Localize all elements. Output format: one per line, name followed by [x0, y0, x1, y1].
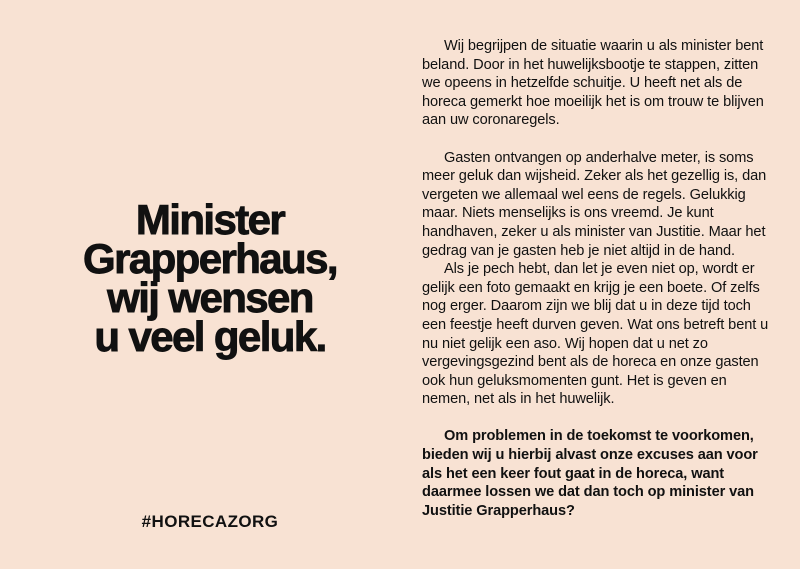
paragraph-3: Als je pech hebt, dan let je even niet op, wordt er gelijk een foto gemaakt en krijg je een boete. Of zelfs nog erger. Daarom zijn we blij dat u in deze tijd toch een feestje heeft durven geven. Wat ons betreft bent u nu niet gelijk een aso. Wij hopen dat u net zo vergevingsgezind bent als de horeca en onze gasten ook hun geluksmomenten gunt. Het is geven en nemen, net als in het huwelijk. — [422, 261, 769, 408]
headline-line-4: u veel geluk. — [94, 313, 326, 360]
hashtag: #HORECAZORG — [141, 512, 279, 531]
headline-line-2: Grapperhaus, — [83, 235, 337, 282]
paragraph-gap — [422, 130, 772, 149]
body-text — [422, 37, 772, 520]
paragraph-2: Gasten ontvangen op anderhalve meter, is soms meer geluk dan wijsheid. Zeker als het gezellig is, dan vergeten we allemaal wel eens de regels. Gelukkig maar. Niets menselijks is ons vreemd. Je kunt handhaven, zeker u als minister van Justitie. Maar het gedrag van je gasten heb je niet altijd in de hand. — [422, 149, 767, 259]
paragraph-gap — [422, 409, 772, 428]
headline — [20, 196, 400, 360]
headline-line-3: wij wensen — [107, 274, 313, 321]
paragraph-1: Wij begrijpen de situatie waarin u als minister bent beland. Door in het huwelijksbootje te stappen, zitten we opeens in hetzelfde schuitje. U heeft net als de horeca gemerkt hoe moeilijk het is om trouw te blijven aan uw coronaregels. — [422, 38, 764, 129]
headline-line-1: Minister — [135, 196, 285, 243]
paragraph-4: Om problemen in de toekomst te voorkomen, bieden wij u hierbij alvast onze excuses aan voor als het een keer fout gaat in de horeca, want daarmee lossen we dat dan toch op minister van Justitie Grapperhaus? — [422, 428, 758, 519]
